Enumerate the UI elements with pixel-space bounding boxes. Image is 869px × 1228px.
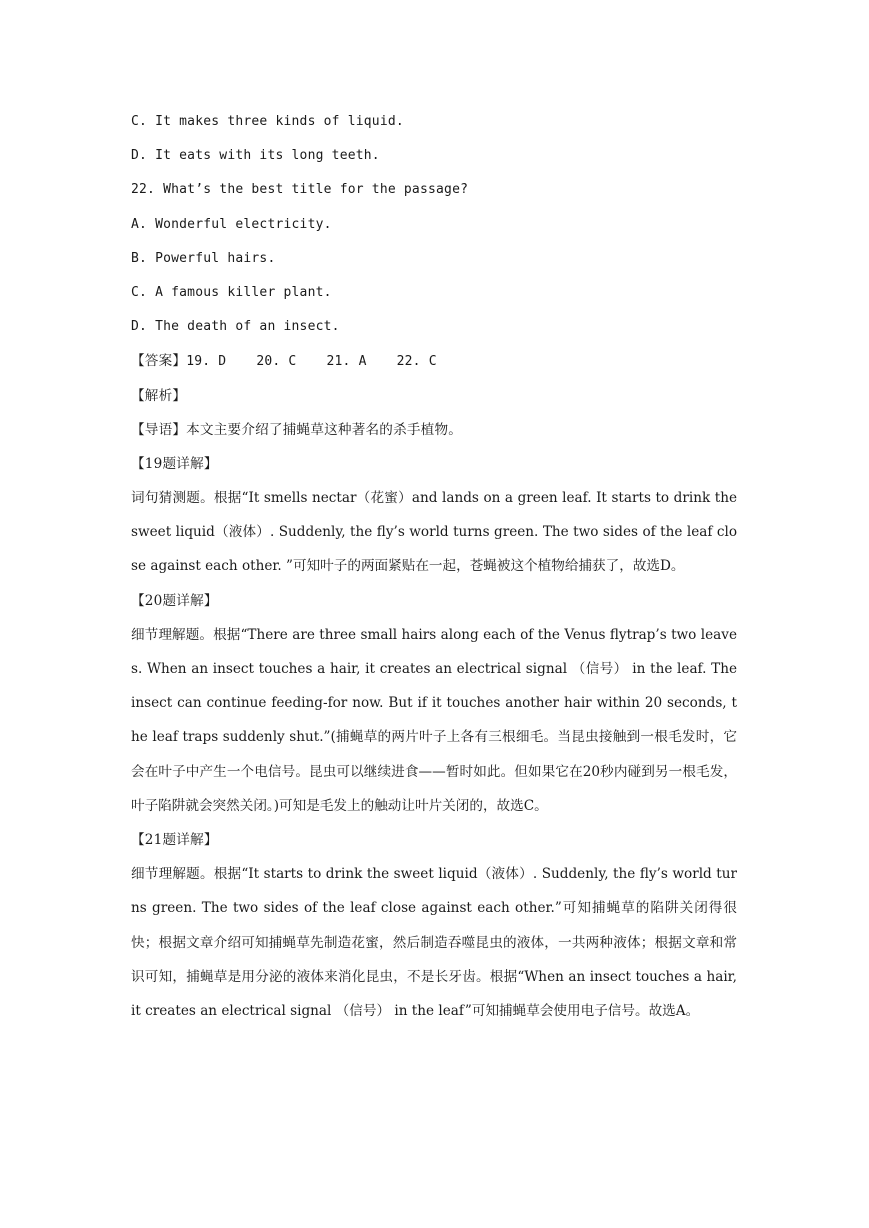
- answer-item: 20. C: [256, 354, 297, 370]
- answer-line: [131, 351, 737, 371]
- answer-label: 【答案】: [131, 353, 187, 370]
- option-21-c: C. It makes three kinds of liquid.: [131, 114, 404, 129]
- option-22-c: C. A famous killer plant.: [131, 284, 332, 300]
- intro-line: 【导语】本文主要介绍了捕蝇草这种著名的杀手植物。: [131, 421, 463, 438]
- q21-heading: 【21题详解】: [131, 832, 218, 849]
- q20-explanation: 细节理解题。根据“There are three small hairs along each of the Venus flytrap’s two leaves. When an insect touches a hair, it creates an electrical signal （信号） in the leaf. The insect can continue feeding-for now. But if it touches another hair within 20 seconds, the leaf traps suddenly shut.”(捕蝇草的两片叶子上各有三根细毛。当昆虫接触到一根毛发时，它会在叶子中产生一个电信号。昆虫可以继续进食——暂时如此。但如果它在20秒内碰到另一根毛发，叶子陷阱就会突然关闭。)可知是毛发上的触动让叶片关闭的，故选C。: [131, 626, 737, 814]
- q19-heading: 【19题详解】: [131, 455, 218, 472]
- answer-item: 21. A: [326, 354, 367, 370]
- question-22: 22. What’s the best title for the passage?: [131, 182, 469, 198]
- analysis-label: 【解析】: [131, 387, 187, 404]
- option-22-b: B. Powerful hairs.: [131, 250, 276, 266]
- q20-heading: 【20题详解】: [131, 592, 218, 609]
- answer-item: 22. C: [396, 354, 437, 370]
- answer-item: 19. D: [186, 354, 227, 370]
- option-22-d: D. The death of an insect.: [131, 319, 340, 335]
- option-22-a: A. Wonderful electricity.: [131, 216, 332, 232]
- option-21-d: D. It eats with its long teeth.: [131, 148, 380, 164]
- document-page: [131, 112, 737, 1035]
- q21-explanation: 细节理解题。根据“It starts to drink the sweet liquid（液体）. Suddenly, the fly’s world turns green. The two sides of the leaf close against each other.”可知捕蝇草的陷阱关闭得很快；根据文章介绍可知捕蝇草先制造花蜜，然后制造吞噬昆虫的液体，一共两种液体；根据文章和常识可知，捕蝇草是用分泌的液体来消化昆虫，不是长牙齿。根据“When an insect touches a hair, it creates an electrical signal （信号） in the leaf”可知捕蝇草会使用电子信号。故选A。: [131, 866, 737, 1020]
- q19-explanation: 词句猜测题。根据“It smells nectar（花蜜）and lands on a green leaf. It starts to drink the sweet liquid（液体）. Suddenly, the fly’s world turns green. The two sides of the leaf close against each other. ”可知叶子的两面紧贴在一起，苍蝇被这个植物给捕获了，故选D。: [131, 490, 737, 575]
